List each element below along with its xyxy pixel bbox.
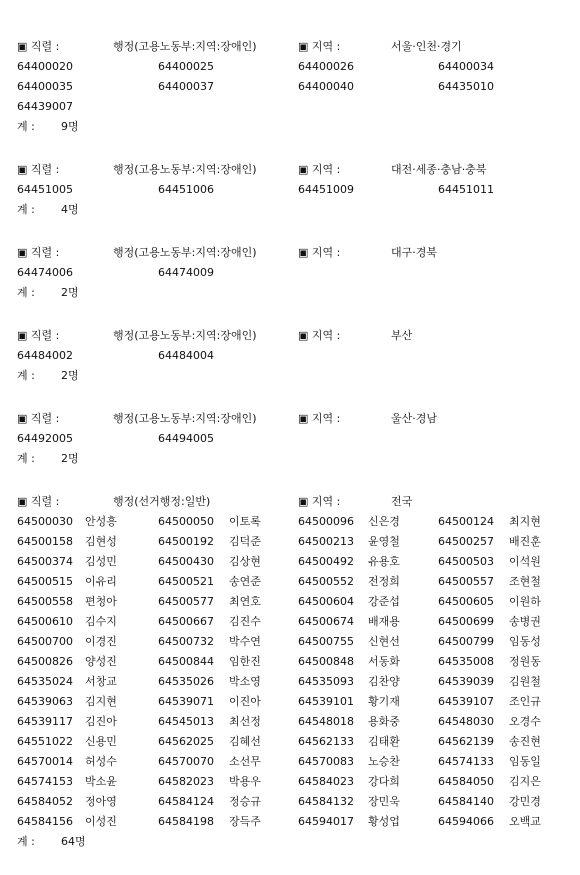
candidate-name: 송연준: [229, 575, 261, 588]
candidate-id: 64494005: [158, 432, 214, 445]
candidate-id: 64474006: [17, 266, 73, 279]
candidate-id: 64535093: [298, 675, 354, 688]
section-total: [17, 117, 565, 137]
candidate-id: 64500848: [298, 655, 354, 668]
candidate-name: 양성진: [85, 655, 117, 668]
candidate-name: 김태환: [368, 735, 400, 748]
id-row: [17, 263, 565, 283]
candidate-name: 신은경: [368, 515, 400, 528]
candidate-id: 64562025: [158, 735, 214, 748]
candidate-id: 64584124: [158, 795, 214, 808]
id-row: [17, 57, 565, 77]
id-row: [17, 180, 565, 200]
candidate-id: 64500030: [17, 515, 73, 528]
entry-row: [17, 612, 565, 632]
candidate-id: 64500213: [298, 535, 354, 548]
candidate-id: 64535008: [438, 655, 494, 668]
region-value: 대구·경북: [391, 246, 438, 259]
candidate-name: 편청아: [85, 595, 117, 608]
candidate-id: 64500552: [298, 575, 354, 588]
candidate-name: 최지현: [509, 515, 541, 528]
candidate-id: 64400037: [158, 80, 214, 93]
candidate-id: 64484002: [17, 349, 73, 362]
region-label: ▣ 지역 :: [298, 246, 341, 259]
candidate-name: 정아영: [85, 795, 117, 808]
candidate-name: 이진아: [229, 695, 261, 708]
total-label: 계 :: [17, 120, 35, 133]
candidate-id: 64535024: [17, 675, 73, 688]
region-sections: [17, 37, 565, 469]
candidate-name: 신용민: [85, 735, 117, 748]
job-category-label: ▣ 직렬 :: [17, 40, 60, 53]
section-header: [17, 243, 565, 263]
region-section: [17, 243, 565, 303]
job-category-value: 행정(고용노동부:지역:장애인): [113, 163, 257, 176]
named-section: [17, 492, 565, 852]
entry-row: [17, 572, 565, 592]
total-label: 계 :: [17, 835, 35, 848]
candidate-name: 조현철: [509, 575, 541, 588]
candidate-name: 서창교: [85, 675, 117, 688]
candidate-name: 황기재: [368, 695, 400, 708]
total-value: 2명: [61, 369, 79, 382]
job-category-label: ▣ 직렬 :: [17, 163, 60, 176]
region-value: 울산·경남: [391, 412, 438, 425]
candidate-id: 64500558: [17, 595, 73, 608]
candidate-id: 64582023: [158, 775, 214, 788]
candidate-name: 이석원: [509, 555, 541, 568]
candidate-id: 64500732: [158, 635, 214, 648]
region-label: ▣ 지역 :: [298, 495, 341, 508]
candidate-name: 강다희: [368, 775, 400, 788]
candidate-id: 64574133: [438, 755, 494, 768]
job-category-label: ▣ 직렬 :: [17, 412, 60, 425]
candidate-name: 임한진: [229, 655, 261, 668]
candidate-id: 64594017: [298, 815, 354, 828]
candidate-id: 64594066: [438, 815, 494, 828]
candidate-id: 64500667: [158, 615, 214, 628]
entry-row: [17, 772, 565, 792]
candidate-id: 64500158: [17, 535, 73, 548]
candidate-id: 64500503: [438, 555, 494, 568]
candidate-name: 정원동: [509, 655, 541, 668]
entry-row: [17, 532, 565, 552]
candidate-name: 최연호: [229, 595, 261, 608]
section-total: [17, 449, 565, 469]
candidate-id: 64500610: [17, 615, 73, 628]
candidate-name: 김상현: [229, 555, 261, 568]
candidate-name: 김현성: [85, 535, 117, 548]
job-category-label: ▣ 직렬 :: [17, 246, 60, 259]
candidate-id: 64551022: [17, 735, 73, 748]
candidate-id: 64500755: [298, 635, 354, 648]
candidate-name: 이경진: [85, 635, 117, 648]
candidate-name: 유용호: [368, 555, 400, 568]
candidate-id: 64584140: [438, 795, 494, 808]
region-value: 부산: [391, 329, 413, 342]
candidate-name: 김지현: [85, 695, 117, 708]
candidate-id: 64570014: [17, 755, 73, 768]
entry-row: [17, 752, 565, 772]
candidate-id: 64584198: [158, 815, 214, 828]
id-row: [17, 429, 565, 449]
entry-row: [17, 712, 565, 732]
candidate-id: 64500124: [438, 515, 494, 528]
candidate-name: 노승찬: [368, 755, 400, 768]
total-value: 9명: [61, 120, 79, 133]
candidate-name: 정승규: [229, 795, 261, 808]
candidate-id: 64584156: [17, 815, 73, 828]
entry-row: [17, 652, 565, 672]
candidate-name: 송진현: [509, 735, 541, 748]
candidate-id: 64474009: [158, 266, 214, 279]
region-value: 서울·인천·경기: [391, 40, 462, 53]
region-label: ▣ 지역 :: [298, 412, 341, 425]
total-label: 계 :: [17, 369, 35, 382]
candidate-id: 64574153: [17, 775, 73, 788]
candidate-name: 김덕준: [229, 535, 261, 548]
candidate-id: 64451005: [17, 183, 73, 196]
candidate-id: 64539107: [438, 695, 494, 708]
candidate-id: 64400040: [298, 80, 354, 93]
section-header: [17, 326, 565, 346]
candidate-id: 64500096: [298, 515, 354, 528]
candidate-name: 박용우: [229, 775, 261, 788]
candidate-name: 전정희: [368, 575, 400, 588]
candidate-id: 64500604: [298, 595, 354, 608]
candidate-name: 용화중: [368, 715, 400, 728]
candidate-name: 김진수: [229, 615, 261, 628]
job-category-value: 행정(고용노동부:지역:장애인): [113, 40, 257, 53]
id-row: [17, 346, 565, 366]
candidate-name: 강준섭: [368, 595, 400, 608]
candidate-id: 64562133: [298, 735, 354, 748]
candidate-name: 배진훈: [509, 535, 541, 548]
candidate-id: 64500050: [158, 515, 214, 528]
entry-row: [17, 792, 565, 812]
candidate-id: 64500521: [158, 575, 214, 588]
section-total: [17, 832, 565, 852]
entry-row: [17, 512, 565, 532]
candidate-id: 64539071: [158, 695, 214, 708]
region-section: [17, 326, 565, 386]
candidate-name: 황성업: [368, 815, 400, 828]
section-total: [17, 200, 565, 220]
job-category-label: ▣ 직렬 :: [17, 329, 60, 342]
candidate-name: 안성흥: [85, 515, 117, 528]
total-value: 2명: [61, 286, 79, 299]
candidate-name: 오경수: [509, 715, 541, 728]
candidate-id: 64451009: [298, 183, 354, 196]
candidate-id: 64500699: [438, 615, 494, 628]
candidate-id: 64400034: [438, 60, 494, 73]
candidate-id: 64400020: [17, 60, 73, 73]
candidate-id: 64500826: [17, 655, 73, 668]
section-header: [17, 409, 565, 429]
candidate-id: 64400025: [158, 60, 214, 73]
candidate-name: 이유리: [85, 575, 117, 588]
candidate-name: 박수연: [229, 635, 261, 648]
candidate-id: 64545013: [158, 715, 214, 728]
candidate-id: 64539101: [298, 695, 354, 708]
results-document: [17, 37, 565, 875]
candidate-name: 임동일: [509, 755, 541, 768]
candidate-name: 장득주: [229, 815, 261, 828]
candidate-id: 64548030: [438, 715, 494, 728]
candidate-id: 64500557: [438, 575, 494, 588]
candidate-id: 64439007: [17, 100, 73, 113]
job-category-value: 행정(선거행정:일반): [113, 495, 211, 508]
candidate-id: 64435010: [438, 80, 494, 93]
candidate-id: 64500674: [298, 615, 354, 628]
candidate-name: 김원철: [509, 675, 541, 688]
candidate-name: 강민경: [509, 795, 541, 808]
candidate-id: 64484004: [158, 349, 214, 362]
entry-row: [17, 812, 565, 832]
candidate-id: 64539117: [17, 715, 73, 728]
candidate-id: 64400026: [298, 60, 354, 73]
candidate-id: 64451006: [158, 183, 214, 196]
job-category-value: 행정(고용노동부:지역:장애인): [113, 412, 257, 425]
candidate-name: 허성수: [85, 755, 117, 768]
candidate-name: 배재용: [368, 615, 400, 628]
region-label: ▣ 지역 :: [298, 163, 341, 176]
candidate-name: 신현선: [368, 635, 400, 648]
entry-row: [17, 732, 565, 752]
region-section: [17, 37, 565, 137]
candidate-name: 윤영철: [368, 535, 400, 548]
candidate-name: 김수지: [85, 615, 117, 628]
region-label: ▣ 지역 :: [298, 329, 341, 342]
candidate-name: 이토록: [229, 515, 261, 528]
candidate-name: 김혜선: [229, 735, 261, 748]
candidate-name: 임동성: [509, 635, 541, 648]
candidate-name: 이원하: [509, 595, 541, 608]
candidate-name: 김지은: [509, 775, 541, 788]
candidate-name: 최선정: [229, 715, 261, 728]
candidate-id: 64570070: [158, 755, 214, 768]
section-header: [17, 492, 565, 512]
entry-row: [17, 672, 565, 692]
candidate-id: 64500492: [298, 555, 354, 568]
candidate-id: 64500605: [438, 595, 494, 608]
entry-row: [17, 632, 565, 652]
region-value: 대전·세종·충남·충북: [391, 163, 487, 176]
total-label: 계 :: [17, 286, 35, 299]
total-label: 계 :: [17, 203, 35, 216]
named-results-section: [17, 492, 565, 852]
id-row: [17, 77, 565, 97]
candidate-name: 소선무: [229, 755, 261, 768]
candidate-id: 64584023: [298, 775, 354, 788]
candidate-name: 박소윤: [85, 775, 117, 788]
id-row: [17, 97, 565, 117]
candidate-id: 64500430: [158, 555, 214, 568]
region-section: [17, 160, 565, 220]
candidate-id: 64500257: [438, 535, 494, 548]
candidate-id: 64562139: [438, 735, 494, 748]
candidate-name: 이성진: [85, 815, 117, 828]
candidate-id: 64535026: [158, 675, 214, 688]
candidate-name: 김찬양: [368, 675, 400, 688]
candidate-name: 서동화: [368, 655, 400, 668]
job-category-value: 행정(고용노동부:지역:장애인): [113, 246, 257, 259]
section-header: [17, 37, 565, 57]
section-header: [17, 160, 565, 180]
candidate-id: 64500192: [158, 535, 214, 548]
region-label: ▣ 지역 :: [298, 40, 341, 53]
region-section: [17, 409, 565, 469]
candidate-id: 64500374: [17, 555, 73, 568]
candidate-name: 오백교: [509, 815, 541, 828]
candidate-id: 64548018: [298, 715, 354, 728]
region-value: 전국: [391, 495, 413, 508]
total-value: 2명: [61, 452, 79, 465]
candidate-name: 박소영: [229, 675, 261, 688]
section-total: [17, 366, 565, 386]
candidate-name: 장민욱: [368, 795, 400, 808]
candidate-id: 64539063: [17, 695, 73, 708]
candidate-id: 64500577: [158, 595, 214, 608]
candidate-id: 64451011: [438, 183, 494, 196]
entry-row: [17, 692, 565, 712]
candidate-name: 김진아: [85, 715, 117, 728]
entry-row: [17, 552, 565, 572]
candidate-id: 64500799: [438, 635, 494, 648]
candidate-id: 64570083: [298, 755, 354, 768]
candidate-name: 조인규: [509, 695, 541, 708]
entry-row: [17, 592, 565, 612]
candidate-id: 64400035: [17, 80, 73, 93]
candidate-name: 김성민: [85, 555, 117, 568]
total-value: 4명: [61, 203, 79, 216]
candidate-id: 64500844: [158, 655, 214, 668]
job-category-label: ▣ 직렬 :: [17, 495, 60, 508]
candidate-id: 64492005: [17, 432, 73, 445]
candidate-name: 송병권: [509, 615, 541, 628]
section-total: [17, 283, 565, 303]
candidate-id: 64584132: [298, 795, 354, 808]
total-label: 계 :: [17, 452, 35, 465]
candidate-id: 64584052: [17, 795, 73, 808]
candidate-id: 64539039: [438, 675, 494, 688]
candidate-id: 64500700: [17, 635, 73, 648]
candidate-id: 64500515: [17, 575, 73, 588]
job-category-value: 행정(고용노동부:지역:장애인): [113, 329, 257, 342]
candidate-id: 64584050: [438, 775, 494, 788]
total-value: 64명: [61, 835, 86, 848]
